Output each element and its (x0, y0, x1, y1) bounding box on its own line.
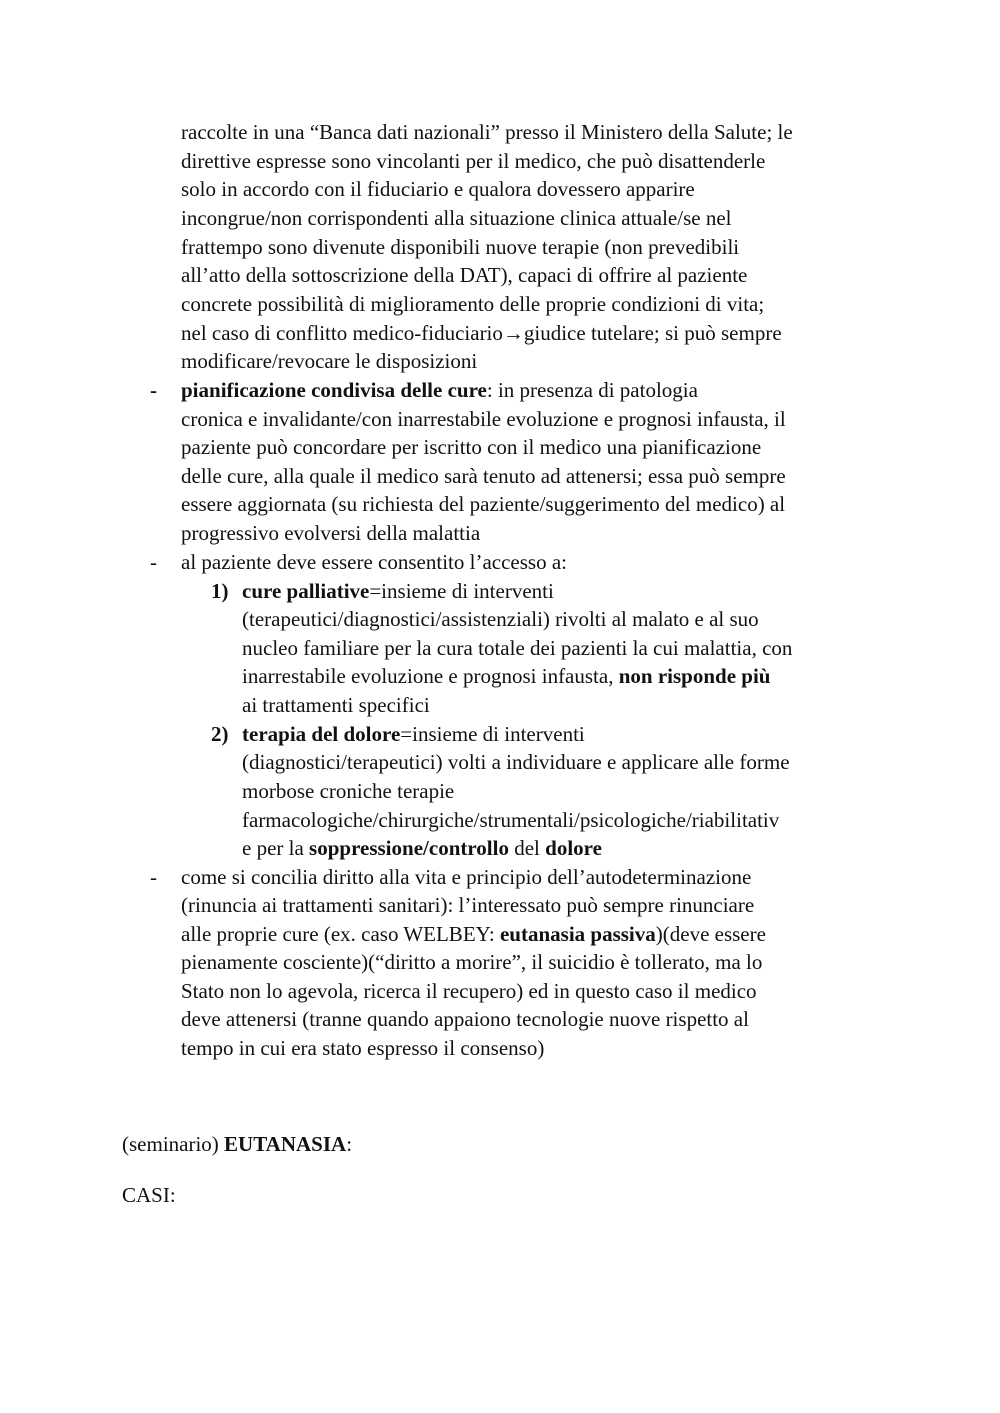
item-line: (diagnostici/terapeutici) volti a individuare e applicare alle forme (242, 750, 790, 774)
item-first-line (242, 577, 554, 606)
bullet-marker: - (150, 378, 157, 402)
item-emphasis: non risponde più (618, 664, 771, 688)
item-line (242, 662, 770, 691)
bullet-line: Stato non lo agevola, ricerca il recupero) ed in questo caso il medico (181, 979, 757, 1003)
bullet-text: : in presenza di patologia (486, 378, 698, 402)
paragraph-line: frattempo sono divenute disponibili nuove terapie (non prevedibili (181, 235, 740, 259)
casi-label: CASI: (122, 1183, 176, 1207)
item-text: del (508, 836, 546, 860)
bullet-text: al paziente deve essere consentito l’accesso a: (181, 550, 567, 574)
bullet-line: progressivo evolversi della malattia (181, 521, 481, 545)
heading-suffix: : (346, 1132, 353, 1156)
item-line: nucleo familiare per la cura totale dei pazienti la cui malattia, con (242, 636, 793, 660)
bullet-marker: - (150, 550, 157, 574)
bullet-line: deve attenersi (tranne quando appaiono tecnologie nuove rispetto al (181, 1007, 749, 1031)
item-text: =insieme di interventi (369, 579, 554, 603)
bullet-text: )(deve essere (655, 922, 766, 946)
bullet-line: paziente può concordare per iscritto con il medico una pianificazione (181, 435, 762, 459)
item-line: morbose croniche terapie (242, 779, 455, 803)
item-line: farmacologiche/chirurgiche/strumentali/psicologiche/riabilitativ (242, 808, 780, 832)
paragraph-line: all’atto della sottoscrizione della DAT), capaci di offrire al paziente (181, 263, 748, 287)
item-emphasis: soppressione (309, 836, 424, 860)
paragraph-line: solo in accordo con il fiduciario e qualora dovessero apparire (181, 177, 695, 201)
heading-title: EUTANASIA (224, 1132, 347, 1156)
paragraph-line: concrete possibilità di miglioramento delle proprie condizioni di vita; (181, 292, 765, 316)
bullet-line: cronica e invalidante/con inarrestabile evoluzione e prognosi infausta, il (181, 407, 786, 431)
item-emphasis: / (423, 836, 429, 860)
paragraph-line: nel caso di conflitto medico-fiduciario→giudice tutelare; si può sempre (181, 321, 782, 345)
paragraph-line: direttive espresse sono vincolanti per il medico, che può disattenderle (181, 149, 766, 173)
section-heading-eutanasia (122, 1130, 352, 1159)
item-text: e per la (242, 836, 310, 860)
bullet-term: pianificazione condivisa delle cure (181, 378, 487, 402)
bullet-first-line (181, 376, 698, 405)
item-first-line (242, 720, 585, 749)
bullet-line: (rinuncia ai trattamenti sanitari): l’interessato può sempre rinunciare (181, 893, 755, 917)
paragraph-line: modificare/revocare le disposizioni (181, 349, 478, 373)
bullet-line: come si concilia diritto alla vita e principio dell’autodeterminazione (181, 865, 752, 889)
item-term: cure palliative (242, 579, 370, 603)
paragraph-line: incongrue/non corrispondenti alla situazione clinica attuale/se nel (181, 206, 732, 230)
item-number: 2) (211, 722, 229, 746)
item-number: 1) (211, 579, 229, 603)
item-text: inarrestabile evoluzione e prognosi infausta, (242, 664, 619, 688)
bullet-text: alle proprie cure (ex. caso WELBEY: (181, 922, 500, 946)
bullet-marker: - (150, 865, 157, 889)
bullet-line: essere aggiornata (su richiesta del paziente/suggerimento del medico) al (181, 492, 786, 516)
bullet-line (181, 920, 766, 949)
item-line (242, 834, 602, 863)
bullet-line: tempo in cui era stato espresso il consenso) (181, 1036, 545, 1060)
item-line: (terapeutici/diagnostici/assistenziali) rivolti al malato e al suo (242, 607, 759, 631)
item-text: =insieme di interventi (400, 722, 585, 746)
item-line: ai trattamenti specifici (242, 693, 430, 717)
bullet-emphasis: eutanasia passiva (499, 922, 656, 946)
bullet-line: pienamente cosciente)(“diritto a morire”, il suicidio è tollerato, ma lo (181, 950, 763, 974)
heading-prefix: (seminario) (122, 1132, 225, 1156)
item-term: terapia del dolore (242, 722, 401, 746)
bullet-line: delle cure, alla quale il medico sarà tenuto ad attenersi; essa può sempre (181, 464, 786, 488)
item-emphasis: dolore (545, 836, 602, 860)
item-emphasis: controllo (428, 836, 509, 860)
paragraph-line: raccolte in una “Banca dati nazionali” presso il Ministero della Salute; le (181, 120, 793, 144)
